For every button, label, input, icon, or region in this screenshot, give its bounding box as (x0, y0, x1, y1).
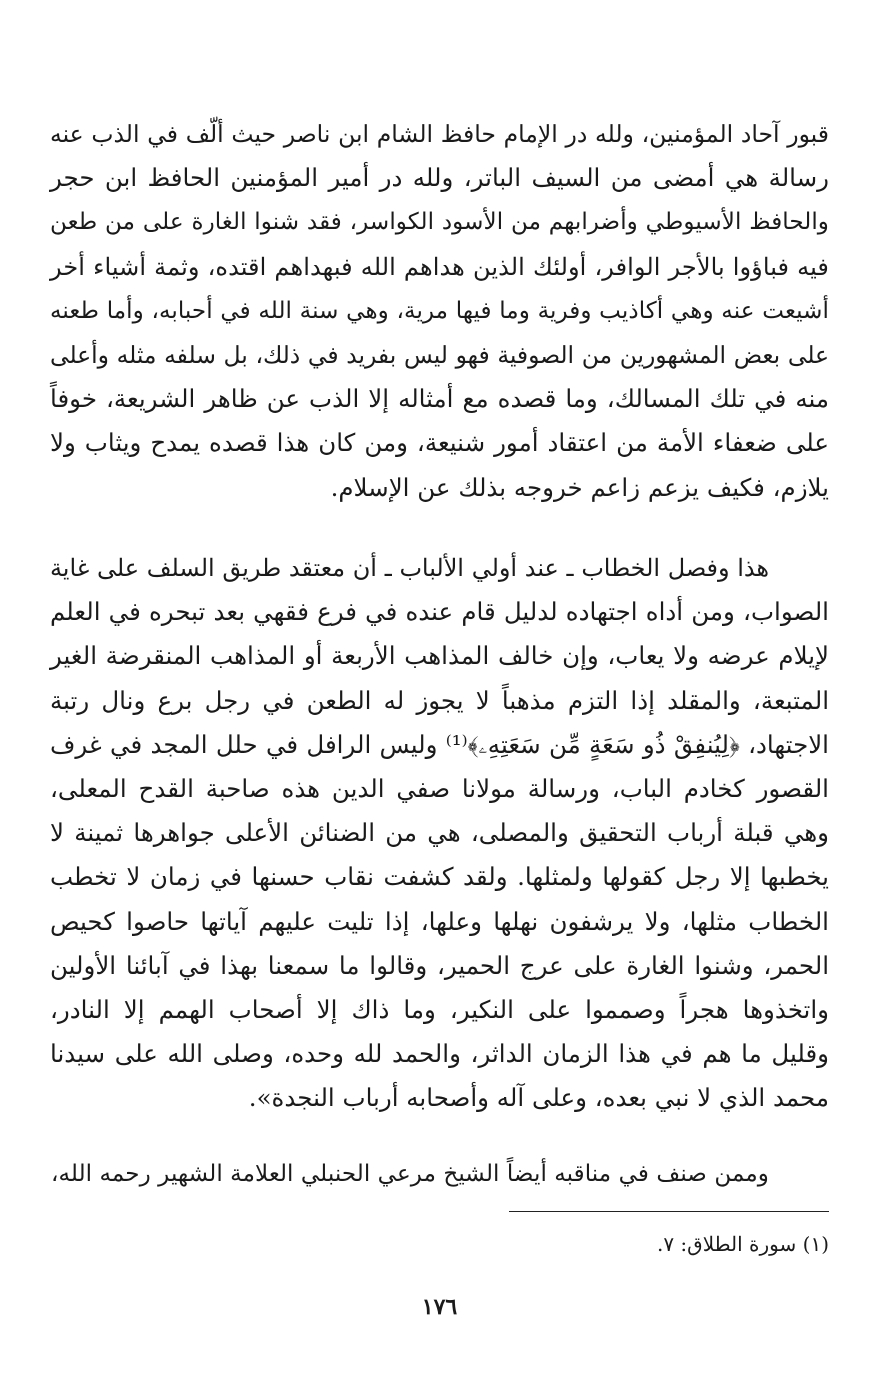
book-page (50, 112, 829, 1388)
paragraph-3 (50, 1152, 829, 1196)
text-line: الحمر، وشنوا الغارة على عرج الحمير، وقالوا ما سمعنا بهذا في آبائنا الأولين (50, 950, 829, 980)
text-line: منه في تلك المسالك، وما قصده مع أمثاله إلا الذب عن ظاهر الشريعة، خوفاً (50, 384, 829, 414)
text-line: رسالة هي أمضى من السيف الباتر، ولله در أمير المؤمنين الحافظ ابن حجر (50, 163, 829, 193)
text-line: والحافظ الأسيوطي وأضرابهم من الأسود الكواسر، فقد شنوا الغارة على من طعن (50, 208, 829, 236)
text-line: واتخذوها هجراً وصمموا على النكير، وما ذاك إلا أصحاب الهمم إلا النادر، (50, 995, 829, 1025)
text-line: الصواب، ومن أداه اجتهاده لدليل قام عنده في فرع فقهي بعد تبحره في العلم (50, 597, 829, 627)
text-line: يلازم، فكيف يزعم زاعم خروجه بذلك عن الإسلام. (330, 472, 829, 502)
text-line: أشيعت عنه وهي أكاذيب وفرية وما فيها مرية، وهي سنة الله في أحبابه، وأما طعنه (50, 296, 829, 324)
text-line: لإيلام عرضه ولا يعاب، وإن خالف المذاهب الأربعة أو المذاهب المنقرضة الغير (50, 641, 829, 671)
text-line: المتبعة، والمقلد إذا التزم مذهباً لا يجوز له الطعن في رجل برع ونال رتبة (50, 685, 829, 715)
text-line: الخطاب مثلها، ولا يرشفون نهلها وعلها، إذا تليت عليهم آياتها حاصوا كحيص (50, 906, 829, 936)
text-line: هذا وفصل الخطاب ـ عند أولي الألباب ـ أن معتقد طريق السلف على غاية (50, 554, 769, 582)
text-line: الاجتهاد، ﴿لِيُنفِقْ ذُو سَعَةٍ مِّن سَعَتِهِۦ﴾⁽¹⁾ وليس الرافل في حلل المجد في غرف (50, 729, 829, 759)
text-line: وممن صنف في مناقبه أيضاً الشيخ مرعي الحنبلي العلامة الشهير رحمه الله، (51, 1160, 769, 1187)
text-line: قبور آحاد المؤمنين، ولله در الإمام حافظ الشام ابن ناصر حيث ألّف في الذب عنه (50, 120, 829, 148)
text-line: على ضعفاء الأمة من اعتقاد أمور شنيعة، ومن كان هذا قصده يمدح ويثاب ولا (50, 428, 829, 458)
text-line: على بعض المشهورين من الصوفية فهو ليس بفريد في ذلك، بل سلفه مثله وأعلى (50, 341, 829, 370)
paragraph-1 (50, 112, 829, 510)
footnote-divider (509, 1211, 829, 1212)
text-line: وهي قبلة أرباب التحقيق والمصلى، هي من الضنائن الأعلى جواهرها ثمينة لا (50, 818, 829, 848)
text-line: القصور كخادم الباب، ورسالة مولانا صفي الدين هذه صاحبة القدح المعلى، (50, 774, 829, 804)
text-line: وقليل ما هم في هذا الزمان الداثر، والحمد لله وحده، وصلى الله على سيدنا (50, 1039, 829, 1069)
text-line: فيه فباؤوا بالأجر الوافر، أولئك الذين هداهم الله فبهداهم اقتده، وثمة أشياء أخر (50, 252, 829, 281)
text-line: يخطبها إلا رجل كقولها ولمثلها. ولقد كشفت نقاب حسنها في زمان لا تخطب (50, 862, 829, 892)
footnote: (١) سورة الطلاق: ٧. (656, 1232, 829, 1256)
paragraph-2 (50, 546, 829, 1121)
page-number: ١٧٦ (421, 1294, 458, 1320)
text-line: محمد الذي لا نبي بعده، وعلى آله وأصحابه أرباب النجدة». (248, 1083, 829, 1113)
